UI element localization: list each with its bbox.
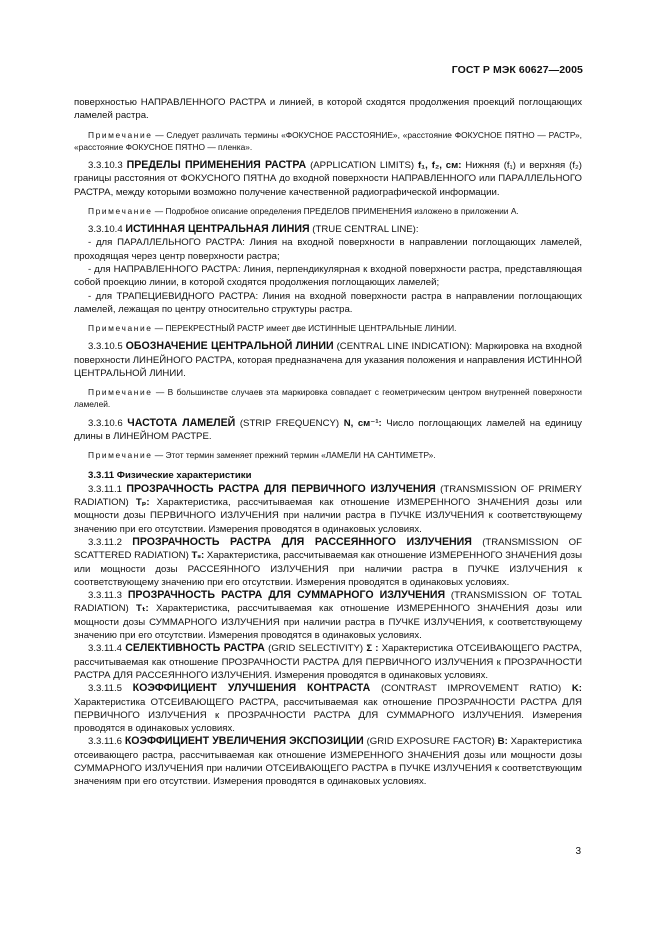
term-3-3-11-4: 3.3.11.4 СЕЛЕКТИВНОСТЬ РАСТРА (GRID SELECTIVITY) Σ : Характеристика ОТСЕИВАЮЩЕГО РАСТРА, рассчитываемая как отношение ПРОЗРАЧНОСТИ РАСТРА ДЛЯ ПЕРВИЧНОГО ИЗЛУЧЕНИЯ к ПРОЗРАЧНОСТИ РАСТРА ДЛЯ РАССЕЯННОГО ИЗЛУЧЕНИЯ. Измерения проводятся в одинаковых условиях. bbox=[74, 642, 582, 681]
term-3-3-11-2: 3.3.11.2 ПРОЗРАЧНОСТЬ РАСТРА ДЛЯ РАССЕЯННОГО ИЗЛУЧЕНИЯ (TRANSMISSION OF SCATTERED RADIATION) Tₛ: Характеристика, рассчитываемая как отношение ИЗМЕРЕННОГО ЗНАЧЕНИЯ дозы или мощности дозы РАССЕЯННОГО ИЗЛУЧЕНИЯ при наличии растра в ПУЧКЕ ИЗЛУЧЕНИЯ к соответствующему значению при его отсутствии. Измерения проводятся в одинаковых условиях. bbox=[74, 535, 582, 588]
term-symbol: Tₚ: bbox=[135, 497, 150, 509]
term-3-3-11-3: 3.3.11.3 ПРОЗРАЧНОСТЬ РАСТРА ДЛЯ СУММАРНОГО ИЗЛУЧЕНИЯ (TRANSMISSION OF TOTAL RADIATION) Tₜ: Характеристика, рассчитываемая как отношение ИЗМЕРЕННОГО ЗНАЧЕНИЯ дозы или мощности дозы СУММАРНОГО ИЗЛУЧЕНИЯ при наличии растра в ПУЧКЕ ИЗЛУЧЕНИЯ, к соответствующему значению при его отсутствии. Измерения проводятся в одинаковых условиях. bbox=[74, 589, 583, 642]
term-symbol: Tₛ: bbox=[191, 550, 205, 562]
term-heading: ИСТИННАЯ ЦЕНТРАЛЬНАЯ ЛИНИЯ bbox=[125, 223, 310, 236]
note-label: Примечание bbox=[88, 387, 153, 398]
term-3-3-11-5: 3.3.11.5 КОЭФФИЦИЕНТ УЛУЧШЕНИЯ КОНТРАСТА (CONTRAST IMPROVEMENT RATIO) K: Характеристика ОТСЕИВАЮЩЕГО РАСТРА, рассчитываемая как отношение ПРОЗРАЧНОСТИ РАСТРА ДЛЯ ПЕРВИЧНОГО ИЗЛУЧЕНИЯ к ПРОЗРАЧНОСТИ РАСТРА ДЛЯ СУММАРНОГО ИЗЛУЧЕНИЯ. Измерения проводятся в одинаковых условиях. bbox=[74, 682, 582, 735]
term-heading: КОЭФФИЦИЕНТ УВЕЛИЧЕНИЯ ЭКСПОЗИЦИИ bbox=[124, 735, 364, 748]
list-item: - для НАПРАВЛЕННОГО РАСТРА: Линия, перпендикулярная к входной поверхности растра, представляющая собой проекцию линии, в которой сходятся продолжения поглощающих ламелей; bbox=[74, 263, 582, 289]
term-symbol: f₁, f₂, см: bbox=[417, 160, 462, 171]
term-3-3-10-5: 3.3.10.5 ОБОЗНАЧЕНИЕ ЦЕНТРАЛЬНОЙ ЛИНИИ (CENTRAL LINE INDICATION): Маркировка на входной поверхности ЛИНЕЙНОГО РАСТРА, которая предназначена для указания положения и направления ИСТИННОЙ ЦЕНТРАЛЬНОЙ ЛИНИИ. bbox=[74, 340, 583, 379]
term-3-3-10-6: 3.3.10.6 ЧАСТОТА ЛАМЕЛЕЙ (STRIP FREQUENCY) N, см⁻¹: Число поглощающих ламелей на единицу длины в ЛИНЕЙНОМ РАСТРЕ. bbox=[74, 416, 582, 442]
term-symbol: N, см⁻¹: bbox=[343, 417, 382, 429]
term-heading: ПРОЗРАЧНОСТЬ РАСТРА ДЛЯ ПЕРВИЧНОГО ИЗЛУЧЕНИЯ bbox=[126, 482, 436, 495]
note-3: Примечание — ПЕРЕКРЕСТНЫЙ РАСТР имеет две ИСТИННЫЕ ЦЕНТРАЛЬНЫЕ ЛИНИИ. bbox=[88, 323, 457, 334]
note-5: Примечание — Этот термин заменяет прежний термин «ЛАМЕЛИ НА САНТИМЕТР». bbox=[88, 450, 436, 461]
note-4: Примечание — В большинстве случаев эта маркировка совпадает с геометрическим центром внутренней поверхности ламелей. bbox=[74, 387, 582, 410]
term-heading: ЧАСТОТА ЛАМЕЛЕЙ bbox=[127, 416, 236, 429]
note-label: Примечание bbox=[88, 450, 153, 461]
list-item: - для ТРАПЕЦИЕВИДНОГО РАСТРА: Линия на входной поверхности растра в направлении поглощающих ламелей, лежащая по центру относительно структуры растра. bbox=[74, 290, 582, 315]
term-symbol: Σ : bbox=[366, 643, 379, 655]
note-2: Примечание — Подробное описание определения ПРЕДЕЛОВ ПРИМЕНЕНИЯ изложено в приложении А. bbox=[88, 205, 519, 216]
term-heading: ПРОЗРАЧНОСТЬ РАСТРА ДЛЯ СУММАРНОГО ИЗЛУЧЕНИЯ bbox=[127, 589, 446, 602]
term-symbol: B: bbox=[497, 736, 508, 748]
note-label: Примечание bbox=[88, 205, 153, 216]
term-heading: ОБОЗНАЧЕНИЕ ЦЕНТРАЛЬНОЙ ЛИНИИ bbox=[125, 340, 334, 353]
page-body bbox=[74, 96, 582, 789]
term-3-3-11-6: 3.3.11.6 КОЭФФИЦИЕНТ УВЕЛИЧЕНИЯ ЭКСПОЗИЦИИ (GRID EXPOSURE FACTOR) B: Характеристика отсеивающего растра, рассчитываемая как отношение ИЗМЕРЕННОГО ЗНАЧЕНИЯ дозы или мощности дозы СУММАРНОГО ИЗЛУЧЕНИЯ при наличии ОТСЕИВАЮЩЕГО РАСТРА в ПУЧКЕ ИЗЛУЧЕНИЯ к соответствующим значениям при его отсутствии. Измерения проводятся в одинаковых условиях. bbox=[74, 735, 582, 788]
term-heading: ПРЕДЕЛЫ ПРИМЕНЕНИЯ РАСТРА bbox=[126, 159, 307, 171]
section-heading-3-3-11: 3.3.11 Физические характеристики bbox=[88, 470, 252, 482]
term-3-3-10-3: 3.3.10.3 ПРЕДЕЛЫ ПРИМЕНЕНИЯ РАСТРА (APPLICATION LIMITS) f₁, f₂, см: Нижняя (f₁) и верхняя (f₂) границы расстояния от ФОКУСНОГО ПЯТНА до входной поверхности НАПРАВЛЕННОГО или ПАРАЛЛЕЛЬНОГО РАСТРА, между которыми возможно получение качественной радиографической информации. bbox=[74, 159, 582, 198]
page-number: 3 bbox=[575, 846, 581, 857]
term-3-3-10-4: 3.3.10.4 ИСТИННАЯ ЦЕНТРАЛЬНАЯ ЛИНИЯ (TRUE CENTRAL LINE): bbox=[88, 223, 419, 236]
term-heading: ПРОЗРАЧНОСТЬ РАСТРА ДЛЯ РАССЕЯННОГО ИЗЛУЧЕНИЯ bbox=[132, 535, 472, 548]
document-code-header: ГОСТ Р МЭК 60627—2005 bbox=[451, 64, 583, 76]
note-label: Примечание bbox=[88, 323, 153, 334]
term-symbol: Tₜ: bbox=[135, 603, 149, 615]
list-item: - для ПАРАЛЛЕЛЬНОГО РАСТРА: Линия на входной поверхности в направлении поглощающих ламелей, проходящая через центр поверхности растра; bbox=[74, 237, 582, 262]
paragraph-continuation: поверхностью НАПРАВЛЕННОГО РАСТРА и линией, в которой сходятся продолжения проекций поглощающих ламелей растра. bbox=[74, 97, 582, 122]
note-1: Примечание — Следует различать термины «ФОКУСНОЕ РАССТОЯНИЕ», «расстояние ФОКУСНОЕ ПЯТНО — РАСТР», «расстояние ФОКУСНОЕ ПЯТНО — пленка». bbox=[74, 129, 582, 152]
term-heading: СЕЛЕКТИВНОСТЬ РАСТРА bbox=[125, 642, 265, 655]
term-3-3-11-1: 3.3.11.1 ПРОЗРАЧНОСТЬ РАСТРА ДЛЯ ПЕРВИЧНОГО ИЗЛУЧЕНИЯ (TRANSMISSION OF PRIMERY RADIATION) Tₚ: Характеристика, рассчитываемая как отношение ИЗМЕРЕННОГО ЗНАЧЕНИЯ дозы или мощности дозы ПЕРВИЧНОГО ИЗЛУЧЕНИЯ при наличии растра в ПУЧКЕ ИЗЛУЧЕНИЯ к соответствующему значению при его отсутствии. Измерения проводятся в одинаковых условиях. bbox=[74, 482, 582, 535]
note-label: Примечание bbox=[88, 129, 153, 140]
term-symbol: K: bbox=[571, 683, 582, 695]
term-heading: КОЭФФИЦИЕНТ УЛУЧШЕНИЯ КОНТРАСТА bbox=[132, 682, 371, 695]
